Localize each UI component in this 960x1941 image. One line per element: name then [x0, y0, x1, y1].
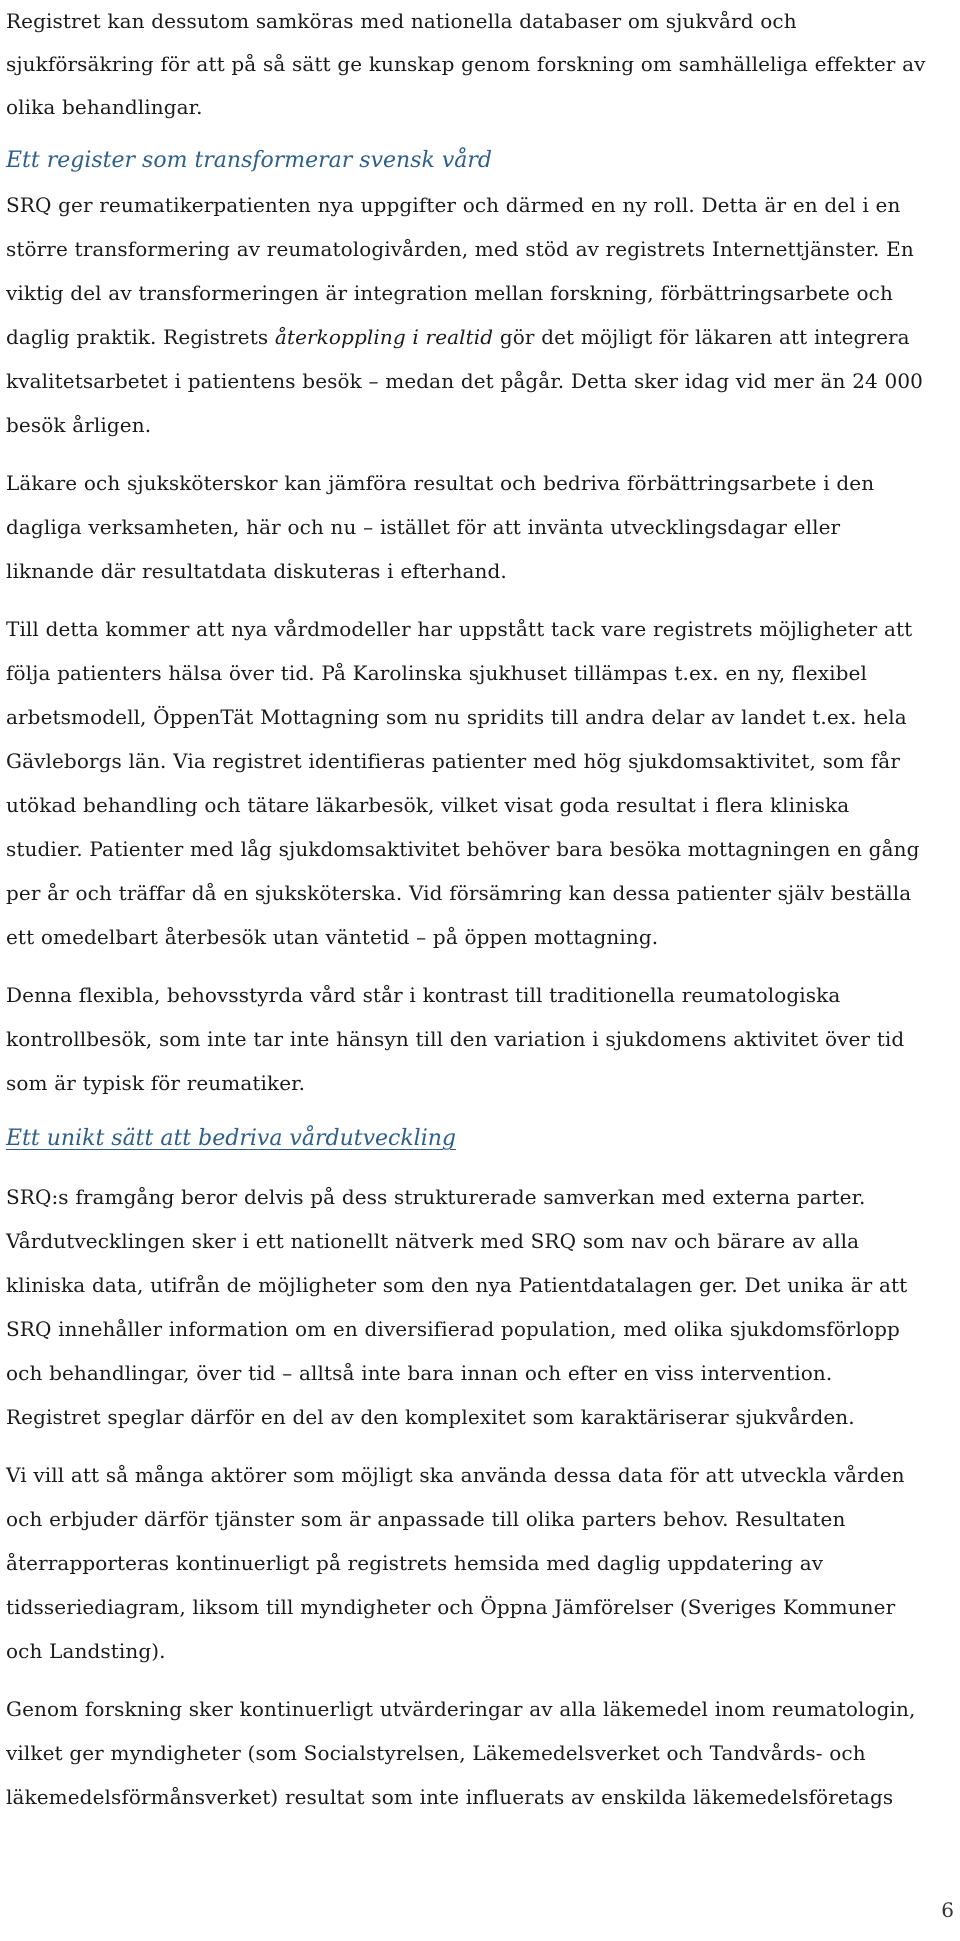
paragraph-flexible-care: Denna flexibla, behovsstyrda vård står i kontrast till traditionella reumatologiska kontrollbesök, som inte tar inte hänsyn till den variation i sjukdomens aktivitet över tid som är typisk för reumatiker. — [6, 983, 905, 1095]
emphasis-realtime-feedback: återkoppling i realtid — [274, 325, 494, 349]
section-heading-care-development: Ett unikt sätt att bedriva vårdutveckling — [6, 1126, 457, 1151]
intro-paragraph: Registret kan dessutom samköras med nationella databaser om sjukvård och sjukförsäkring för att på så sätt ge kunskap genom forskning om samhälleliga effekter av olika behandlingar. — [6, 9, 926, 119]
paragraph-collaboration: SRQ:s framgång beror delvis på dess strukturerade samverkan med externa parter. Vårdutvecklingen sker i ett nationellt nätverk med SRQ som nav och bärare av alla kliniska data, utifrån de möjligheter som den nya Patientdatalagen ger. Det unika är att SRQ innehåller information om en diversifierad population, med olika sjukdomsförlopp och behandlingar, över tid – alltså inte bara innan och efter en viss intervention. Registret speglar därför en del av den komplexitet som karaktäriserar sjukvården. — [6, 1185, 908, 1429]
paragraph-srq-new-role-tail: gör det möjligt för läkaren att integrera kvalitetsarbetet i patientens besök – medan det pågår. Detta sker idag vid mer än 24 000 besök årligen. — [6, 325, 923, 437]
paragraph-services: Vi vill att så många aktörer som möjligt ska använda dessa data för att utveckla vården och erbjuder därför tjänster som är anpassade till olika parters behov. Resultaten återrapporteras kontinuerligt på registrets hemsida med daglig uppdatering av tidsseriediagram, liksom till myndigheter och Öppna Jämförelser (Sveriges Kommuner och Landsting). — [6, 1463, 905, 1663]
document-body — [6, 0, 930, 1819]
paragraph-research: Genom forskning sker kontinuerligt utvärderingar av alla läkemedel inom reumatologin, vilket ger myndigheter (som Socialstyrelsen, Läkemedelsverket och Tandvårds- och läkemedelsförmånsverket) resultat som inte influerats av enskilda läkemedelsföretags — [6, 1697, 916, 1809]
page-number: 6 — [941, 1898, 954, 1922]
paragraph-srq-new-role — [6, 183, 930, 447]
section-heading-transformation: Ett register som transformerar svensk vård — [6, 148, 492, 173]
paragraph-srq-new-role-text: SRQ ger reumatikerpatienten nya uppgifter och därmed en ny roll. Detta är en del i en större transformering av reumatologivården, med stöd av registrets Internettjänster. En viktig del av transformeringen är integration mellan forskning, förbättringsarbete och daglig praktik. Registrets — [6, 193, 914, 349]
paragraph-doctors-nurses: Läkare och sjuksköterskor kan jämföra resultat och bedriva förbättringsarbete i den dagliga verksamheten, här och nu – istället för att invänta utvecklingsdagar eller liknande där resultatdata diskuteras i efterhand. — [6, 471, 875, 583]
paragraph-care-models: Till detta kommer att nya vårdmodeller har uppstått tack vare registrets möjligheter att följa patienters hälsa över tid. På Karolinska sjukhuset tillämpas t.ex. en ny, flexibel arbetsmodell, ÖppenTät Mottagning som nu spridits till andra delar av landet t.ex. hela Gävleborgs län. Via registret identifieras patienter med hög sjukdomsaktivitet, som får utökad behandling och tätare läkarbesök, vilket visat goda resultat i flera kliniska studier. Patienter med låg sjukdomsaktivitet behöver bara besöka mottagningen en gång per år och träffar då en sjuksköterska. Vid försämring kan dessa patienter själv beställa ett omedelbart återbesök utan väntetid – på öppen mottagning. — [6, 617, 920, 949]
